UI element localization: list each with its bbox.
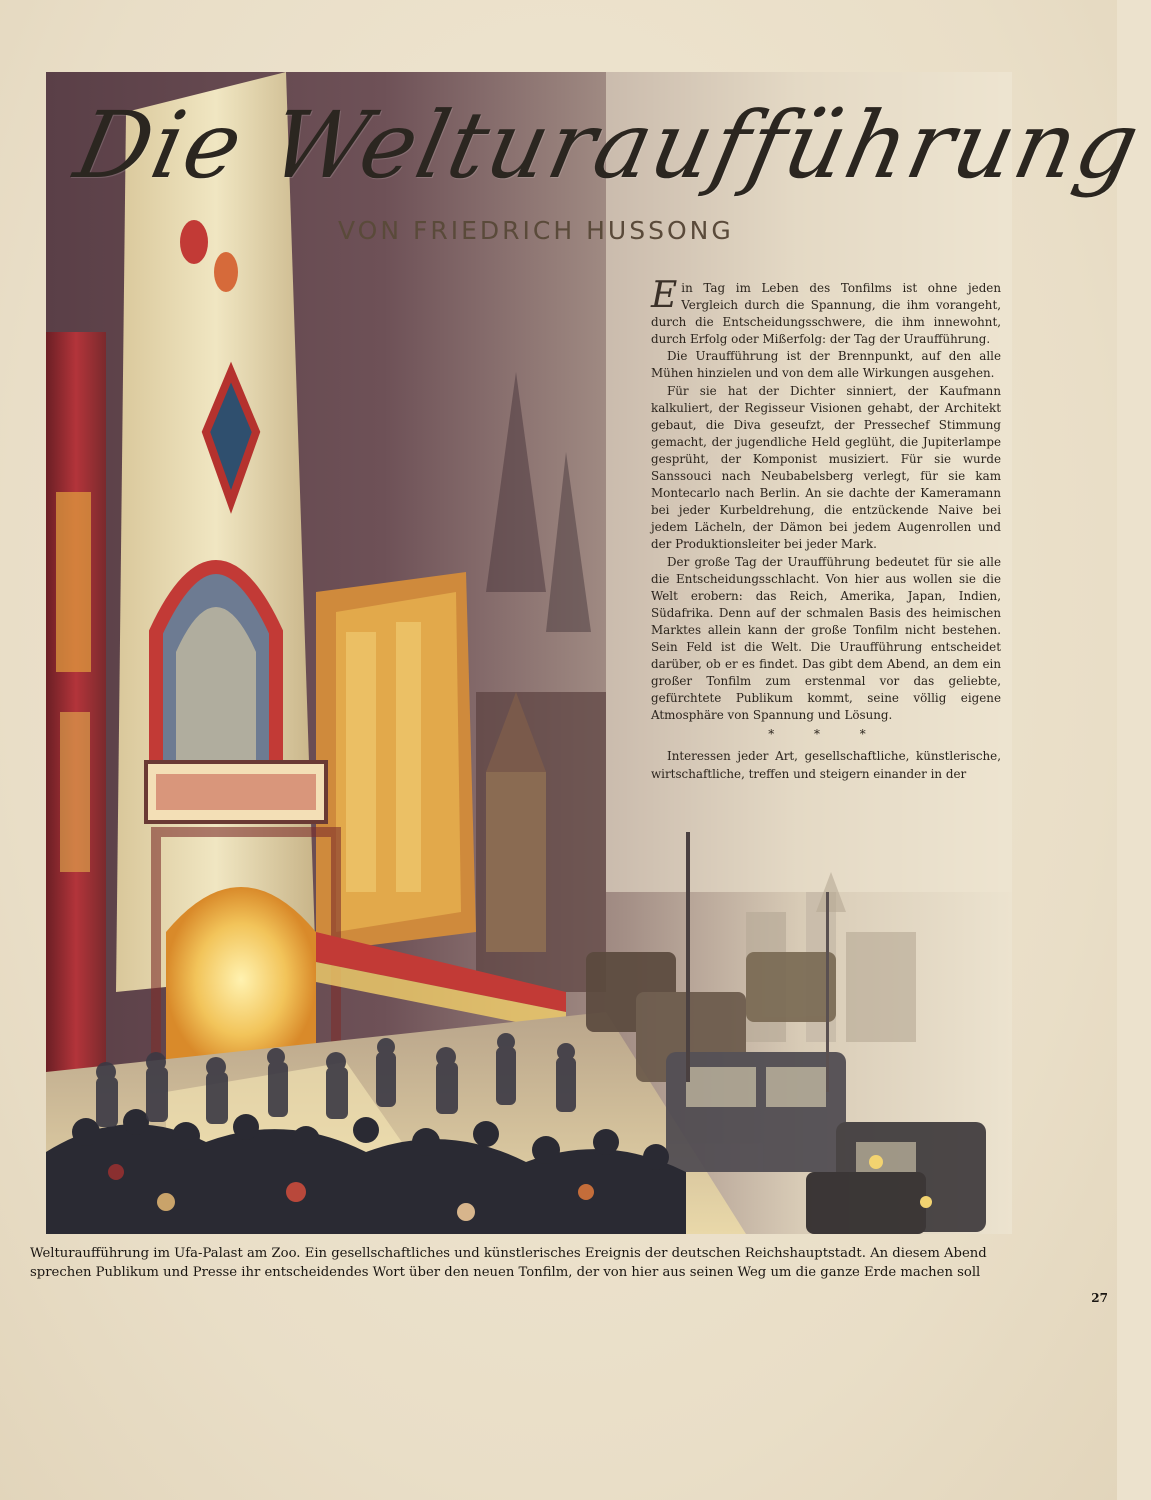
article-title: Die Welturaufführung xyxy=(66,92,1150,199)
caption-line: sprechen Publikum und Presse ihr entscheidendes Wort über den neuen Tonfilm, der von hier aus seinen Weg um die ganze Erde machen soll xyxy=(30,1265,981,1280)
article-paragraph: Interessen jeder Art, gesellschaftliche, künstlerische, wirtschaftliche, treffen und steigern einander in der xyxy=(651,749,1001,781)
article-paragraph: Der große Tag der Uraufführung bedeutet für sie alle die Entscheidungsschlacht. Von hier aus wollen sie die Welt erobern: das Reich, Amerika, Japan, Indien, Südafrika. Denn auf der schmalen Basis des heimischen Marktes allein kann der große Tonfilm nicht bestehen. Sein Feld ist die Welt. Die Uraufführung entscheidet darüber, ob er es findet. Das gibt dem Abend, an dem ein großer Tonfilm zum erstenmal vor das geliebte, gefürchtete Publikum kommt, seine völlig eigene Atmosphäre von Spannung und Lösung. xyxy=(651,554,1001,723)
article-body xyxy=(651,275,1001,872)
caption-line: Welturaufführung im Ufa-Palast am Zoo. Ein gesellschaftliches und künstlerisches Ereignis der deutschen Reichshauptstadt. An diesem Abend xyxy=(30,1246,987,1261)
illustration-caption xyxy=(30,1244,1088,1282)
page-number: 27 xyxy=(1091,1291,1108,1305)
article-paragraph: Für sie hat der Dichter sinniert, der Kaufmann kalkuliert, der Regisseur Visionen gehabt, der Architekt gebaut, die Diva geseufzt, der Pressechef Stimmung gemacht, der jugendliche Held geglüht, die Jupiterlampe gesprüht, der Komponist musiziert. Für sie wurde Sanssouci nach Neubabelsberg verlegt, für sie kam Montecarlo nach Berlin. An sie dachte der Kameramann bei jeder Kurbeldrehung, die entzückende Naive bei jedem Lächeln, der Dämon bei jedem Augenrollen und der Produktionsleiter bei jeder Mark. xyxy=(651,383,1001,552)
article-paragraph: Die Uraufführung ist der Brennpunkt, auf den alle Mühen hinzielen und von dem alle Wirkungen ausgehen. xyxy=(651,349,1001,381)
section-separator: * * * xyxy=(768,727,884,742)
article-paragraph: Ein Tag im Leben des Tonfilms ist ohne jeden Vergleich durch die Spannung, die ihm vorangeht, durch die Entscheidungsschwere, die ihm innewohnt, durch Erfolg oder Mißerfolg: der Tag der Uraufführung. xyxy=(651,275,1001,347)
author-byline: VON FRIEDRICH HUSSONG xyxy=(338,216,734,245)
